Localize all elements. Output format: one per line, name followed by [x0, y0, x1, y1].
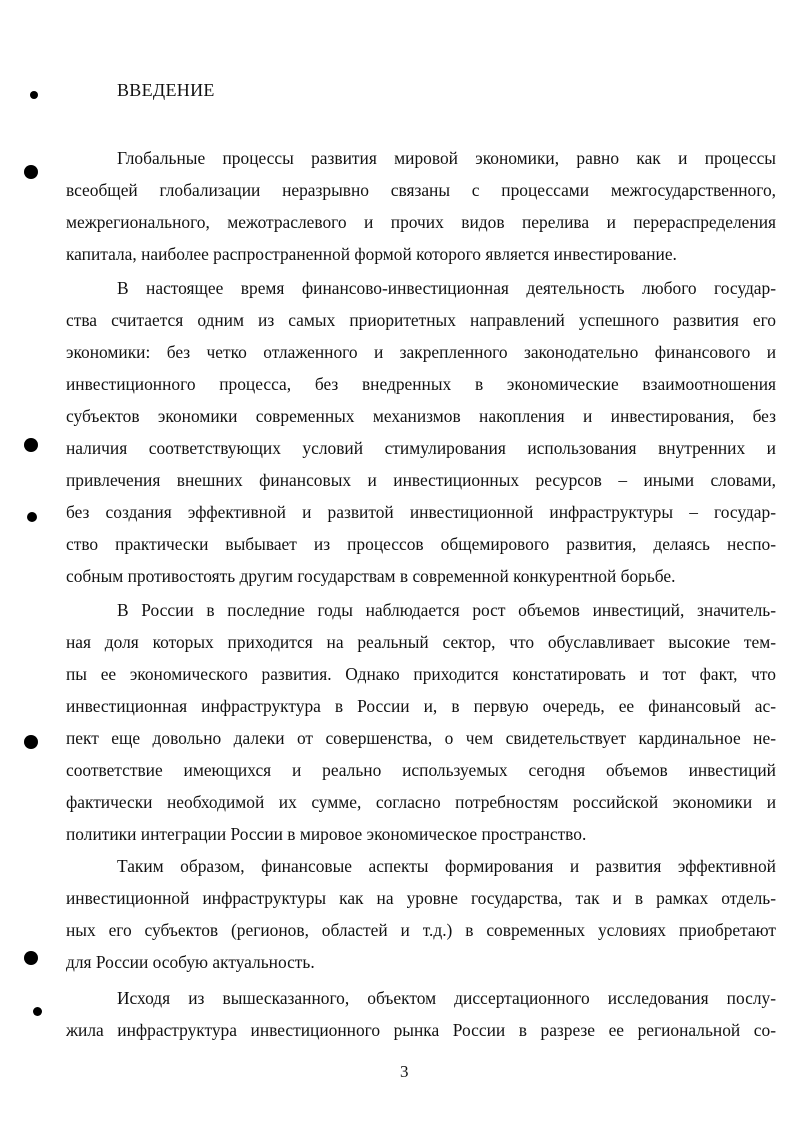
- text-line: инвестиционной инфраструктуры как на уровне государства, так и в рамках отдель-: [66, 888, 776, 908]
- text-line: без создания эффективной и развитой инвестиционной инфраструктуры – государ-: [66, 502, 776, 522]
- text-line: жила инфраструктура инвестиционного рынка России в разрезе ее региональной со-: [66, 1020, 776, 1040]
- text-line: наличия соответствующих условий стимулирования использования внутренних и: [66, 438, 776, 458]
- text-line: ства считается одним из самых приоритетных направлений успешного развития его: [66, 310, 776, 330]
- text-line: экономики: без четко отлаженного и закрепленного законодательно финансового и: [66, 342, 776, 362]
- binding-hole-mark: [24, 165, 38, 179]
- text-line: В настоящее время финансово-инвестиционная деятельность любого государ-: [117, 278, 776, 298]
- text-line: субъектов экономики современных механизмов накопления и инвестирования, без: [66, 406, 776, 426]
- text-line: Исходя из вышесказанного, объектом диссертационного исследования послу-: [117, 988, 776, 1008]
- text-line: ных его субъектов (регионов, областей и т.д.) в современных условиях приобретают: [66, 920, 776, 940]
- section-title: ВВЕДЕНИЕ: [117, 80, 215, 100]
- page-number: 3: [400, 1062, 409, 1081]
- binding-hole-mark: [33, 1007, 42, 1016]
- text-line: для России особую актуальность.: [66, 952, 315, 972]
- text-line: всеобщей глобализации неразрывно связаны с процессами межгосударственного,: [66, 180, 776, 200]
- text-line: пы ее экономического развития. Однако приходится констатировать и тот факт, что: [66, 664, 776, 684]
- text-line: соответствие имеющихся и реально используемых сегодня объемов инвестиций: [66, 760, 776, 780]
- text-line: привлечения внешних финансовых и инвестиционных ресурсов – иными словами,: [66, 470, 776, 490]
- text-line: ство практически выбывает из процессов общемирового развития, делаясь неспо-: [66, 534, 776, 554]
- text-line: Таким образом, финансовые аспекты формирования и развития эффективной: [117, 856, 776, 876]
- text-line: пект еще довольно далеки от совершенства, о чем свидетельствует кардинальное не-: [66, 728, 776, 748]
- binding-hole-mark: [24, 438, 38, 452]
- binding-hole-mark: [24, 951, 38, 965]
- text-line: ная доля которых приходится на реальный сектор, что обуславливает высокие тем-: [66, 632, 776, 652]
- binding-hole-mark: [27, 512, 37, 522]
- text-line: фактически необходимой их сумме, согласно потребностям российской экономики и: [66, 792, 776, 812]
- text-line: собным противостоять другим государствам в современной конкурентной борьбе.: [66, 566, 676, 586]
- text-line: инвестиционная инфраструктура в России и, в первую очередь, ее финансовый ас-: [66, 696, 776, 716]
- text-line: политики интеграции России в мировое экономическое пространство.: [66, 824, 587, 844]
- binding-hole-mark: [30, 91, 38, 99]
- text-line: капитала, наиболее распространенной формой которого является инвестирование.: [66, 244, 677, 264]
- text-line: Глобальные процессы развития мировой экономики, равно как и процессы: [117, 148, 776, 168]
- text-line: межрегионального, межотраслевого и прочих видов перелива и перераспределения: [66, 212, 776, 232]
- binding-hole-mark: [24, 735, 38, 749]
- text-line: инвестиционного процесса, без внедренных в экономические взаимоотношения: [66, 374, 776, 394]
- text-line: В России в последние годы наблюдается рост объемов инвестиций, значитель-: [117, 600, 776, 620]
